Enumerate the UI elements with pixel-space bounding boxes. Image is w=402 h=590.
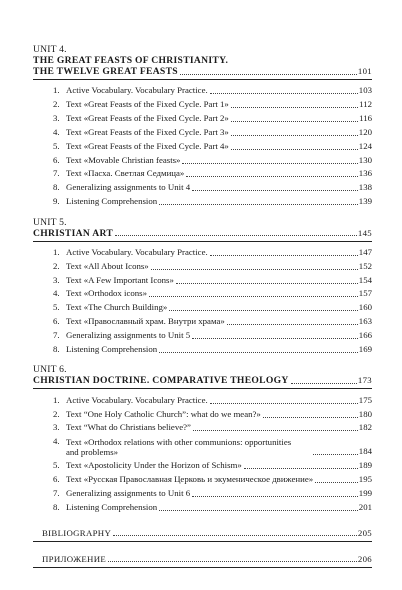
entry-number: 3. [53,422,60,433]
unit-5-title: CHRISTIAN ART [33,227,114,239]
toc-entry[interactable] [33,84,372,98]
entry-text: Active Vocabulary. Vocabulary Practice. [66,394,208,405]
page-number: 112 [359,99,372,110]
toc-entry[interactable] [33,126,372,140]
section-rule [33,388,372,389]
page-number: 206 [357,554,372,565]
entry-number: 8. [53,182,60,193]
page-number: 145 [357,227,372,238]
entry-number: 7. [53,168,60,179]
dot-leader [263,416,358,418]
toc-entry[interactable] [33,500,372,514]
entry-text: Text “What do Christians believe?” [66,422,191,433]
page-number: 182 [358,422,372,433]
spacer [33,209,372,217]
dot-leader [159,509,358,511]
entry-number: 1. [53,85,60,96]
entry-text: Text «Great Feasts of the Fixed Cycle. Part 2» [66,113,229,124]
entry-text-line1: Text «Orthodox relations with other communions: opportunities [66,436,292,447]
dot-leader [192,189,358,191]
entry-number: 1. [53,394,60,405]
entry-text: Generalizing assignments to Unit 6 [66,487,191,498]
entry-number: 2. [53,99,60,110]
entry-text: Generalizing assignments to Unit 5 [66,330,191,340]
appendix-entry[interactable] [33,550,372,564]
unit-4-title-line1: THE GREAT FEASTS OF CHRISTIANITY. [33,55,229,66]
entry-text: Listening Comprehension [66,501,158,512]
entry-number: 4. [53,126,60,137]
dot-leader [186,175,357,177]
entry-number: 5. [53,302,60,313]
toc-entry[interactable] [33,343,372,357]
page-number: 180 [358,408,372,419]
toc-entry[interactable] [33,435,372,459]
section-rule [33,541,372,542]
entry-text: Listening Comprehension [66,196,158,207]
entry-text: Text «Great Feasts of the Fixed Cycle. Part 3» [66,126,229,137]
unit-4-label: UNIT 4. [33,44,67,55]
unit-6-section [33,364,372,514]
page-number: 139 [358,196,372,207]
dot-leader [113,534,357,536]
dot-leader [291,382,357,384]
toc-entry[interactable] [33,153,372,167]
entry-text: Text «Movable Christian feasts» [66,154,181,165]
entry-number: 6. [53,474,60,485]
entry-text: Active Vocabulary. Vocabulary Practice. [66,85,208,96]
toc-entry[interactable] [33,421,372,435]
toc-entry[interactable] [33,287,372,301]
unit-6-label: UNIT 6. [33,364,67,376]
entry-text: Text «Пасха. Светлая Седмица» [66,168,185,179]
page-number: 195 [358,474,372,485]
entry-text: Text «All About Icons» [66,260,149,271]
entry-number: 7. [53,330,60,340]
spacer [33,514,372,524]
entry-number: 6. [53,316,60,327]
entry-number: 3. [53,113,60,124]
toc-entry[interactable] [33,273,372,287]
unit-4-title-line2-row[interactable] [33,66,372,77]
page-number: 199 [358,487,372,498]
entry-text: Text «Православный храм. Внутри храма» [66,316,225,327]
unit-5-section [33,217,372,357]
dot-leader [210,402,358,404]
toc-entry[interactable] [33,167,372,181]
entry-text-line2: and problems» [66,447,119,458]
entry-number: 5. [53,140,60,151]
entry-text: Generalizing assignments to Unit 4 [66,182,191,193]
toc-entry[interactable] [33,315,372,329]
entry-number: 5. [53,460,60,471]
page-number: 124 [358,140,372,151]
entry-number: 4. [53,288,60,299]
dot-leader [193,429,358,431]
entry-number: 2. [53,260,60,271]
dot-leader [192,495,358,497]
entry-text: Text «A Few Important Icons» [66,274,174,285]
dot-leader [176,282,358,284]
table-of-contents [33,44,372,568]
toc-entry[interactable] [33,181,372,195]
unit-4-title-line2: THE TWELVE GREAT FEASTS [33,66,178,77]
unit-5-label: UNIT 5. [33,216,67,228]
entry-text [66,437,311,458]
entry-number: 1. [53,246,60,257]
page-number: 130 [358,154,372,165]
toc-entry[interactable] [33,473,372,487]
page-number: 184 [358,446,372,457]
bibliography-entry[interactable] [33,524,372,538]
toc-entry[interactable] [33,459,372,473]
dot-leader [192,337,358,339]
dot-leader [149,295,358,297]
entry-text: Active Vocabulary. Vocabulary Practice. [66,246,208,257]
unit-6-title: CHRISTIAN DOCTRINE. COMPARATIVE THEOLOGY [33,375,289,387]
dot-leader [231,106,358,108]
appendix-label: ПРИЛОЖЕНИЕ [42,554,107,565]
page-number: 103 [358,85,372,96]
dot-leader [210,92,358,94]
entry-text: Text «Русская Православная Церковь и экуменическое движение» [66,474,314,485]
page-number: 189 [358,460,372,471]
toc-entry[interactable] [33,259,372,273]
bibliography-label: BIBLIOGRAPHY [42,528,112,539]
toc-entry[interactable] [33,246,372,260]
entry-text: Text «Orthodox icons» [66,288,147,299]
dot-leader [231,134,358,136]
page-number: 201 [358,501,372,512]
dot-leader [159,203,358,205]
section-rule [33,567,372,568]
page-number: 136 [358,168,372,179]
toc-entry[interactable] [33,139,372,153]
toc-entry[interactable] [33,98,372,112]
unit-4-section [33,44,372,209]
entry-number: 8. [53,343,60,354]
entry-text: Text “One Holy Catholic Church”: what do we mean?» [66,408,261,419]
page-number: 101 [357,66,372,76]
toc-entry[interactable] [33,487,372,501]
entry-text: Text «Apostolicity Under the Horizon of Schism» [66,460,242,471]
page-number: 157 [358,288,372,299]
entry-text: Text «The Church Building» [66,302,168,313]
dot-leader [151,268,358,270]
dot-leader [115,234,357,236]
dot-leader [244,467,358,469]
entry-number: 4. [53,435,60,446]
toc-entry[interactable] [33,195,372,209]
dot-leader [108,560,357,562]
dot-leader [169,309,358,311]
entry-number: 7. [53,487,60,498]
dot-leader [210,254,358,256]
unit-6-title-row[interactable] [33,375,372,386]
entry-text: Text «Great Feasts of the Fixed Cycle. Part 1» [66,99,229,110]
entry-text: Listening Comprehension [66,343,158,354]
dot-leader [182,162,357,164]
page-number: 147 [358,246,372,257]
dot-leader [315,481,358,483]
page-number: 138 [358,182,372,193]
page-number: 154 [358,274,372,285]
page-number: 152 [358,260,372,271]
section-rule [33,241,372,242]
page-number: 163 [358,316,372,327]
toc-entry[interactable] [33,329,372,343]
page-number: 120 [358,126,372,137]
page-number: 173 [357,375,372,386]
toc-entry[interactable] [33,301,372,315]
page-number: 166 [358,330,372,340]
spacer [33,356,372,364]
toc-entry[interactable] [33,393,372,407]
dot-leader [227,323,358,325]
dot-leader [231,120,358,122]
entry-number: 2. [53,408,60,419]
dot-leader [180,73,357,75]
dot-leader [313,453,358,455]
entry-number: 3. [53,274,60,285]
dot-leader [159,351,358,353]
page-number: 175 [358,394,372,405]
toc-entry[interactable] [33,112,372,126]
page-number: 205 [357,528,372,539]
entry-text: Text «Great Feasts of the Fixed Cycle. Part 4» [66,140,229,151]
page-number: 160 [358,302,372,313]
entry-number: 9. [53,196,60,207]
page-number: 169 [358,343,372,354]
page-number: 116 [359,113,372,124]
toc-entry[interactable] [33,407,372,421]
dot-leader [231,148,358,150]
entry-number: 6. [53,154,60,165]
entry-number: 8. [53,501,60,512]
unit-5-title-row[interactable] [33,228,372,239]
section-rule [33,79,372,80]
